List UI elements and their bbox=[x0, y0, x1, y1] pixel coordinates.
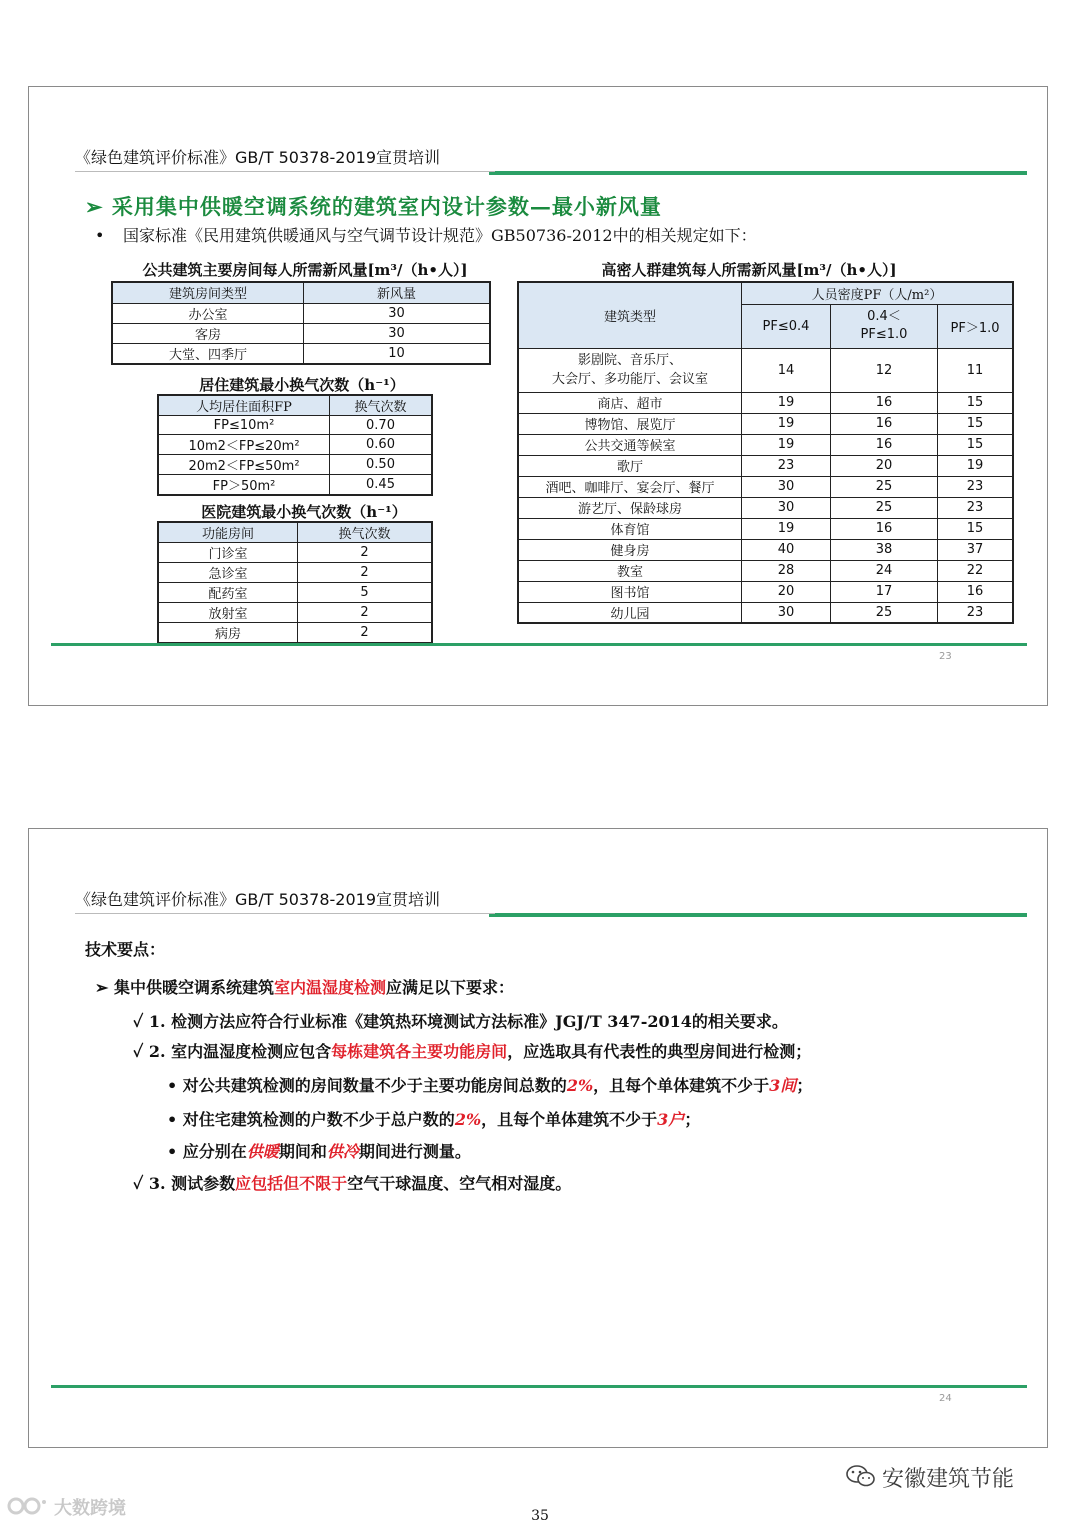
cell: 15 bbox=[938, 392, 1014, 413]
cell: 23 bbox=[938, 497, 1014, 518]
footer-rule bbox=[51, 1385, 1027, 1388]
cell: 16 bbox=[938, 581, 1014, 602]
cell: 19 bbox=[938, 455, 1014, 476]
cell: 19 bbox=[742, 434, 831, 455]
text: 空气干球温度、空气相对湿度。 bbox=[347, 1174, 572, 1193]
highlight: 3间 bbox=[769, 1076, 797, 1095]
cell: 16 bbox=[831, 518, 938, 539]
cell: 0.60 bbox=[330, 435, 433, 455]
highlight: 室内温湿度检测 bbox=[273, 978, 386, 997]
page-number: 23 bbox=[939, 651, 952, 662]
cell-type: 博物馆、展览厅 bbox=[518, 413, 742, 434]
cell-type: 游艺厅、保龄球房 bbox=[518, 497, 742, 518]
header-rule-left bbox=[75, 171, 495, 172]
cell: 30 bbox=[304, 303, 491, 323]
col-header: 换气次数 bbox=[298, 522, 433, 543]
pf2-top: 0.4＜ bbox=[867, 309, 901, 324]
text: ； bbox=[684, 1110, 701, 1129]
highlight: 应包括但不限于 bbox=[235, 1174, 348, 1193]
cell: 15 bbox=[938, 518, 1014, 539]
cell: 15 bbox=[938, 434, 1014, 455]
slide-header: 《绿色建筑评价标准》GB/T 50378-2019宣贯培训 bbox=[75, 890, 441, 909]
col-header: 建筑房间类型 bbox=[112, 282, 304, 303]
cell: 38 bbox=[831, 539, 938, 560]
cell: 40 bbox=[742, 539, 831, 560]
cell: 16 bbox=[831, 434, 938, 455]
cell: 23 bbox=[742, 455, 831, 476]
highlight: 3户 bbox=[657, 1110, 685, 1129]
cell: 30 bbox=[304, 323, 491, 343]
text: ，且每个单体建筑不少于 bbox=[481, 1110, 658, 1129]
footer-rule bbox=[51, 643, 1027, 646]
table-dense bbox=[517, 281, 1014, 624]
table-hospital bbox=[157, 521, 433, 644]
cell: 30 bbox=[742, 602, 831, 623]
cell-type: 公共交通等候室 bbox=[518, 434, 742, 455]
cell-type: 图书馆 bbox=[518, 581, 742, 602]
cell: 25 bbox=[831, 602, 938, 623]
bullet-line: • 国家标准《民用建筑供暖通风与空气调节设计规范》GB50736-2012中的相关规定如下： bbox=[95, 226, 757, 245]
col-header: 功能房间 bbox=[158, 522, 298, 543]
table-public bbox=[111, 281, 491, 365]
cell: 2 bbox=[298, 623, 433, 644]
cell: 25 bbox=[831, 476, 938, 497]
cell: 大堂、四季厅 bbox=[112, 343, 304, 364]
cell: 23 bbox=[938, 602, 1014, 623]
cell: 门诊室 bbox=[158, 543, 298, 563]
header-rule bbox=[489, 913, 1027, 917]
cell: 16 bbox=[831, 413, 938, 434]
cell-type: 教室 bbox=[518, 560, 742, 581]
text: ，且每个单体建筑不少于 bbox=[593, 1076, 770, 1095]
cell: 放射室 bbox=[158, 603, 298, 623]
cell: 5 bbox=[298, 583, 433, 603]
slide-23 bbox=[28, 86, 1048, 706]
cell: 病房 bbox=[158, 623, 298, 644]
cell-type: 商店、超市 bbox=[518, 392, 742, 413]
col-header-pf3: PF＞1.0 bbox=[938, 304, 1014, 348]
slide-24 bbox=[28, 828, 1048, 1448]
cell: 37 bbox=[938, 539, 1014, 560]
wechat-icon bbox=[846, 1464, 876, 1488]
slide-header: 《绿色建筑评价标准》GB/T 50378-2019宣贯培训 bbox=[75, 148, 441, 167]
cell: 0.45 bbox=[330, 475, 433, 496]
text: 应满足以下要求： bbox=[386, 978, 515, 997]
col-header-group: 人员密度PF（人/m²） bbox=[742, 282, 1014, 304]
cell: 20 bbox=[831, 455, 938, 476]
cell-type: 歌厅 bbox=[518, 455, 742, 476]
cell: 急诊室 bbox=[158, 563, 298, 583]
cell: 20 bbox=[742, 581, 831, 602]
text: ➢ 集中供暖空调系统建筑 bbox=[95, 978, 274, 997]
text: • 对公共建筑检测的房间数量不少于主要功能房间总数的 bbox=[167, 1076, 567, 1095]
highlight: 供暖 bbox=[246, 1142, 279, 1161]
cell: 10m2＜FP≤20m² bbox=[158, 435, 330, 455]
col-header: 新风量 bbox=[304, 282, 491, 303]
cell-type bbox=[518, 348, 742, 392]
item-3 bbox=[133, 1171, 571, 1194]
col-header-type: 建筑类型 bbox=[518, 282, 742, 348]
cell-type: 体育馆 bbox=[518, 518, 742, 539]
cell: FP≤10m² bbox=[158, 416, 330, 435]
cell: 19 bbox=[742, 392, 831, 413]
col-header-pf2 bbox=[831, 304, 938, 348]
item-2 bbox=[133, 1039, 811, 1062]
caption-public: 公共建筑主要房间每人所需新风量[m³/（h•人）] bbox=[142, 261, 468, 279]
page-number: 24 bbox=[939, 1393, 952, 1404]
sub-item-3 bbox=[167, 1139, 471, 1162]
cell: 19 bbox=[742, 518, 831, 539]
requirement-line bbox=[95, 975, 514, 998]
tech-label: 技术要点： bbox=[85, 940, 166, 959]
text: 期间和 bbox=[278, 1142, 327, 1161]
slide-title: ➢ 采用集中供暖空调系统的建筑室内设计参数—最小新风量 bbox=[85, 194, 662, 219]
cell-type: 幼儿园 bbox=[518, 602, 742, 623]
caption-dense: 高密人群建筑每人所需新风量[m³/（h•人）] bbox=[601, 261, 897, 279]
cell: 30 bbox=[742, 497, 831, 518]
text: ✓ 3. 测试参数 bbox=[133, 1174, 236, 1193]
highlight: 供冷 bbox=[326, 1142, 359, 1161]
cell: 2 bbox=[298, 603, 433, 623]
cell: 19 bbox=[742, 413, 831, 434]
sub-item-2 bbox=[167, 1107, 700, 1130]
cell: 10 bbox=[304, 343, 491, 364]
cell: 22 bbox=[938, 560, 1014, 581]
text: • 对住宅建筑检测的户数不少于总户数的 bbox=[167, 1110, 455, 1129]
header-rule bbox=[489, 171, 1027, 175]
watermark-right: 安徽建筑节能 bbox=[882, 1467, 1015, 1492]
cell-type: 健身房 bbox=[518, 539, 742, 560]
text: ✓ 2. 室内温湿度检测应包含 bbox=[133, 1042, 332, 1061]
cell: FP＞50m² bbox=[158, 475, 330, 496]
cell: 14 bbox=[742, 348, 831, 392]
highlight: 2% bbox=[566, 1076, 594, 1095]
watermark-left: 大数跨境 bbox=[54, 1498, 126, 1519]
text: 期间进行测量。 bbox=[358, 1142, 471, 1161]
cell-type: 酒吧、咖啡厅、宴会厅、餐厅 bbox=[518, 476, 742, 497]
bullet-text: 国家标准《民用建筑供暖通风与空气调节设计规范》GB50736-2012中的相关规定如下： bbox=[123, 226, 757, 245]
caption-residential: 居住建筑最小换气次数（h⁻¹） bbox=[199, 376, 405, 394]
cell: 15 bbox=[938, 413, 1014, 434]
caption-hospital: 医院建筑最小换气次数（h⁻¹） bbox=[201, 503, 407, 521]
cell: 28 bbox=[742, 560, 831, 581]
type-line2: 大会厅、多功能厅、会议室 bbox=[551, 372, 708, 387]
cell: 16 bbox=[831, 392, 938, 413]
cell: 2 bbox=[298, 543, 433, 563]
text: ； bbox=[796, 1076, 813, 1095]
cell: 24 bbox=[831, 560, 938, 581]
document-page-number: 35 bbox=[531, 1508, 549, 1524]
cell: 配药室 bbox=[158, 583, 298, 603]
cell: 30 bbox=[742, 476, 831, 497]
cell: 0.70 bbox=[330, 416, 433, 435]
text: • 应分别在 bbox=[167, 1142, 247, 1161]
col-header: 换气次数 bbox=[330, 395, 433, 416]
table-residential bbox=[157, 394, 433, 496]
cell: 23 bbox=[938, 476, 1014, 497]
sub-item-1 bbox=[167, 1073, 812, 1096]
col-header: 人均居住面积FP bbox=[158, 395, 330, 416]
cell: 0.50 bbox=[330, 455, 433, 475]
cell: 办公室 bbox=[112, 303, 304, 323]
type-line1: 影剧院、音乐厅、 bbox=[577, 353, 682, 368]
text: ，应选取具有代表性的典型房间进行检测； bbox=[507, 1042, 812, 1061]
cell: 20m2＜FP≤50m² bbox=[158, 455, 330, 475]
cell: 客房 bbox=[112, 323, 304, 343]
cell: 12 bbox=[831, 348, 938, 392]
item-1: ✓ 1. 检测方法应符合行业标准《建筑热环境测试方法标准》JGJ/T 347-2014的相关要求。 bbox=[133, 1012, 788, 1031]
highlight: 每栋建筑各主要功能房间 bbox=[331, 1042, 508, 1061]
cell: 25 bbox=[831, 497, 938, 518]
cell: 2 bbox=[298, 563, 433, 583]
highlight: 2% bbox=[454, 1110, 482, 1129]
header-rule-left bbox=[75, 913, 495, 914]
pf2-bottom: PF≤1.0 bbox=[860, 327, 908, 342]
col-header-pf1: PF≤0.4 bbox=[742, 304, 831, 348]
cell: 11 bbox=[938, 348, 1014, 392]
cell: 17 bbox=[831, 581, 938, 602]
